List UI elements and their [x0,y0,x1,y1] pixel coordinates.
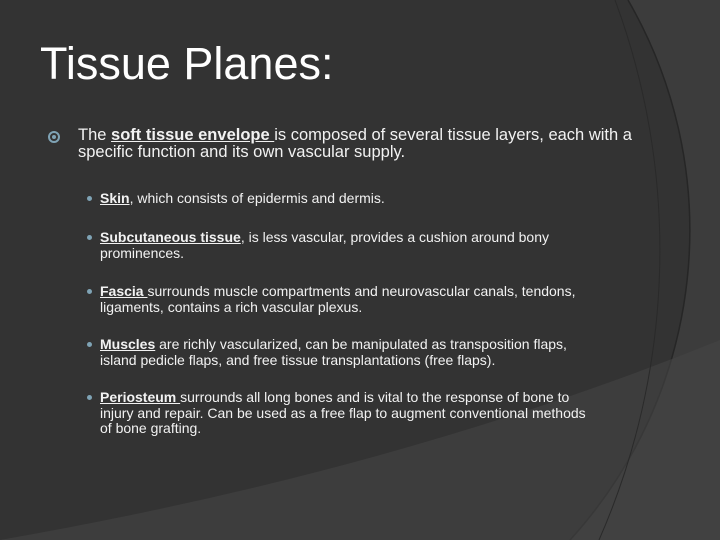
sub-bullet-icon [87,235,92,240]
list-item-periosteum [100,390,600,437]
sub-bullet-icon [87,289,92,294]
sub-bullet-icon [87,395,92,400]
sub-bullet-icon [87,342,92,347]
item-term: Fascia [100,283,148,299]
item-term: Skin [100,190,130,206]
item-term: Subcutaneous tissue [100,229,241,245]
main-bullet-icon [48,131,60,143]
list-item-muscles [100,337,600,368]
list-item-skin [100,191,600,207]
item-text: surrounds muscle compartments and neurovascular canals, tendons, ligaments, contains a rich vascular plexus. [100,283,576,315]
slide-title: Tissue Planes: [40,38,334,89]
item-text: surrounds all long bones and is vital to the response of bone to injury and repair. Can be used as a free flap to augment conventional methods of bone grafting. [100,389,586,436]
list-item-fascia [100,284,600,315]
item-text: , is less vascular, provides a cushion around bony prominences. [100,229,549,261]
item-term: Muscles [100,336,156,352]
item-text: , which consists of epidermis and dermis. [129,190,385,206]
list-item-subcutaneous [100,230,600,261]
sub-bullet-icon [87,196,92,201]
main-term: soft tissue envelope [111,126,275,144]
main-post: is composed of several tissue layers, each with a specific function and its own vascular supply. [78,126,632,161]
main-pre: The [78,126,112,144]
main-paragraph [78,127,638,161]
item-text: are richly vascularized, can be manipulated as transposition flaps, island pedicle flaps, and free tissue transplantations (free flaps). [100,336,567,368]
item-term: Periosteum [100,389,181,405]
